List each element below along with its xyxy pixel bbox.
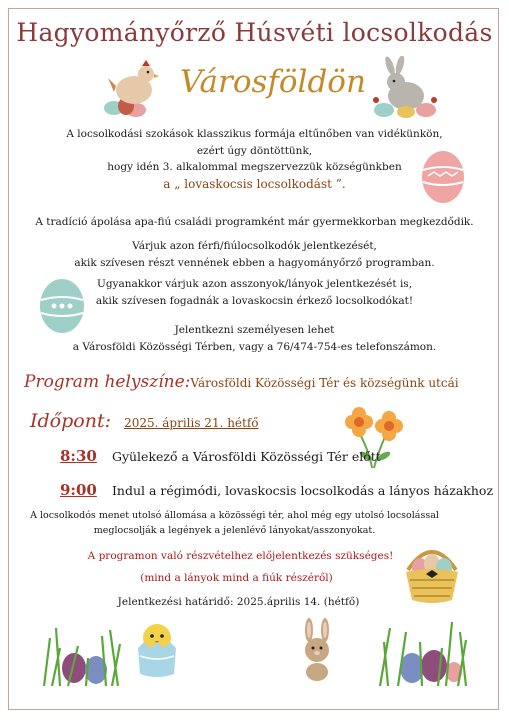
date-line xyxy=(30,410,259,432)
schedule-item xyxy=(60,446,381,465)
grass-eggs-icon xyxy=(40,618,124,688)
intro-highlight: a „ lovaskocsis locsolkodást ”. xyxy=(163,176,346,191)
venue-value: Városföldi Közösségi Tér és községünk utcái xyxy=(190,376,459,390)
call-men-line: Várjuk azon férfi/fiúlocsolkodók jelentkezését, xyxy=(132,240,377,252)
call-women-line: Ugyanakkor várjuk azon asszonyok/lányok jelentkezését is, xyxy=(96,278,413,290)
schedule-item xyxy=(60,480,493,499)
intro-line: ezért úgy döntöttünk, xyxy=(196,144,313,157)
grass-eggs-icon xyxy=(376,612,472,688)
bunny-standing-icon xyxy=(294,618,340,682)
apply-info xyxy=(0,322,509,355)
page-subtitle: Városföldön xyxy=(180,64,366,100)
deadline: Jelentkezési határidő: 2025.április 14. (hétfő) xyxy=(117,596,360,608)
venue-line xyxy=(24,372,459,392)
bunny-icon xyxy=(370,56,442,120)
notice-required: A programon való részvételhez előjelentkezés szükséges! xyxy=(87,550,394,562)
call-men xyxy=(0,238,509,271)
call-women-line: akik szívesen fogadnák a lovaskocsin érkező locsolkodókat! xyxy=(95,294,414,307)
intro-line: A locsolkodási szokások klasszikus formája eltűnőben van vidékünkön, xyxy=(66,128,443,140)
schedule-time: 8:30 xyxy=(60,447,97,465)
date-label: Időpont: xyxy=(30,410,111,432)
call-women xyxy=(0,276,509,309)
apply-line: a Városföldi Közösségi Térben, vagy a 76/474-754-es telefonszámon. xyxy=(72,340,437,353)
pink-egg-icon xyxy=(420,148,466,204)
date-value: 2025. április 21. hétfő xyxy=(124,416,259,430)
intro-line: hogy idén 3. alkalommal megszervezzük községünkben xyxy=(107,161,402,173)
call-men-line: akik szívesen részt vennének ebben a hagyományőrző programban. xyxy=(74,256,435,269)
page-title: Hagyományőrző Húsvéti locsolkodás xyxy=(16,18,493,47)
tradition-text: A tradíció ápolása apa-fiú családi programként már gyermekkorban megkezdődik. xyxy=(35,216,474,228)
schedule-text: Gyülekező a Városföldi Közösségi Tér előtt xyxy=(111,449,381,464)
chick-icon xyxy=(130,618,184,680)
final-stop-line: A locsolkodós menet utolsó állomása a közösségi tér, ahol még egy utolsó locsolással xyxy=(30,510,439,521)
schedule-time: 9:00 xyxy=(60,481,97,499)
venue-label: Program helyszíne: xyxy=(24,372,191,392)
notice-both: (mind a lányok mind a fiúk részéről) xyxy=(140,572,333,584)
final-stop-line: meglocsolják a legények a jelenlévő lányokat/asszonyokat. xyxy=(93,525,376,536)
hen-icon xyxy=(100,58,160,118)
egg-basket-icon xyxy=(400,540,464,606)
schedule-text: Indul a régimódi, lovaskocsis locsolkodás a lányos házakhoz xyxy=(111,483,494,498)
apply-line: Jelentkezni személyesen lehet xyxy=(174,324,335,336)
final-stop xyxy=(0,508,489,538)
